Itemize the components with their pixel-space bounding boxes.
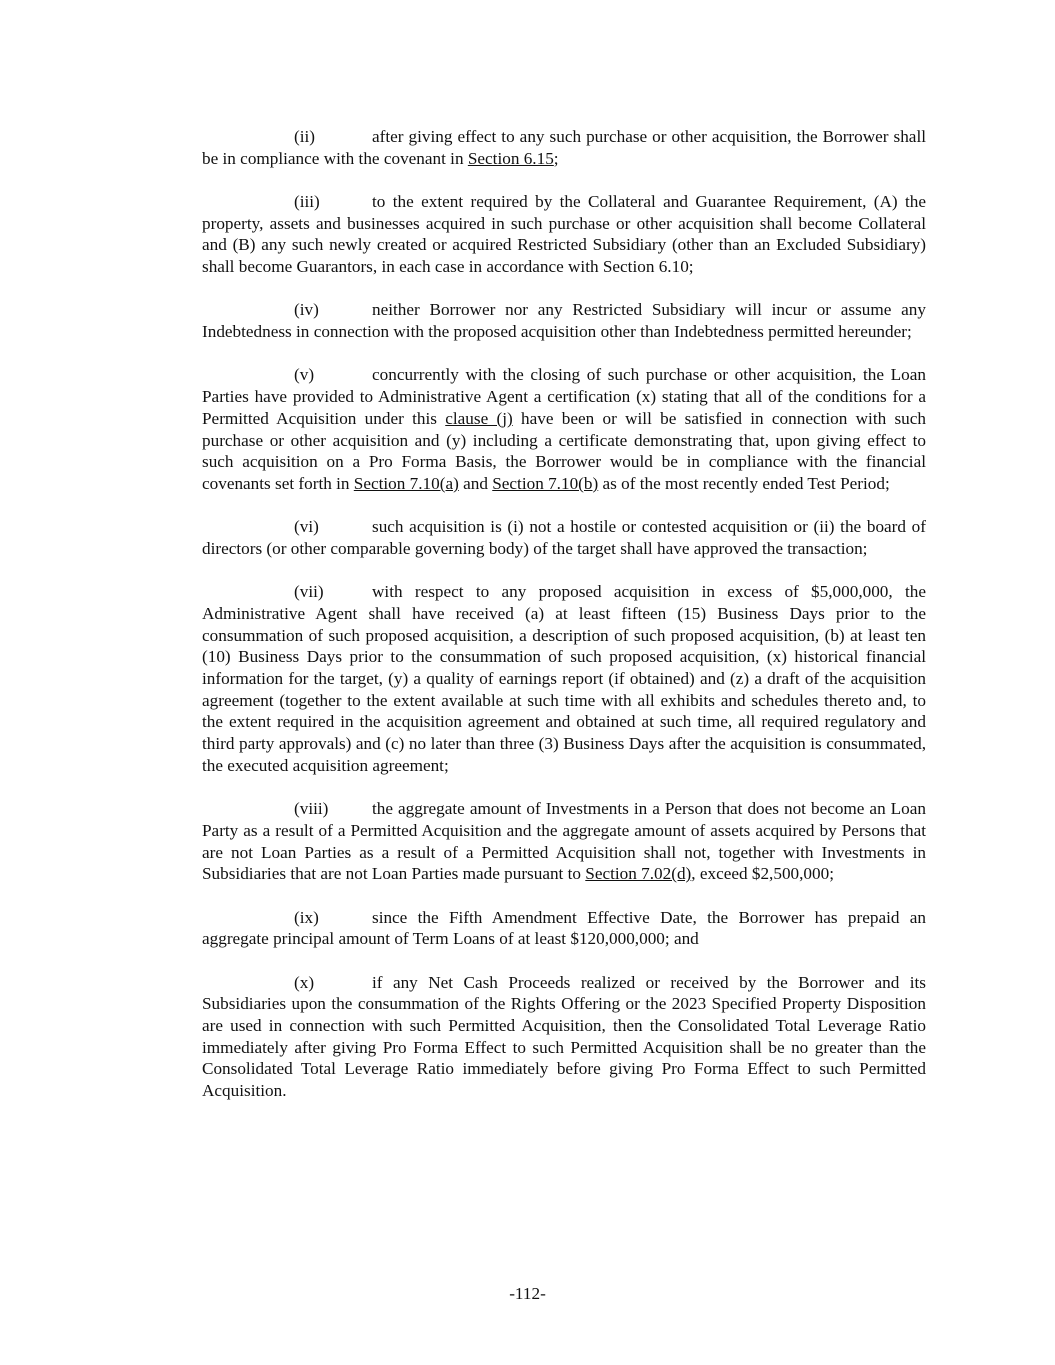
clause-paragraph bbox=[202, 907, 926, 950]
clause-text: ; bbox=[553, 148, 559, 168]
clause-paragraph bbox=[202, 191, 926, 278]
clause-text: to the extent required by the Collateral and Guarantee Requirement, (A) the property, assets and businesses acquired in such purchase or other acquisition shall become Collateral and (B) any such newly created or acquired Restricted Subsidiary (other than an Excluded Subsidiary) shall become Guarantors, in each case in accordance with Section 6.10; bbox=[202, 192, 926, 277]
clause-number: (v) bbox=[294, 365, 315, 385]
clause-number: (iii) bbox=[294, 192, 320, 211]
clause-text: and bbox=[458, 473, 493, 493]
clause-paragraph bbox=[202, 798, 926, 885]
clause-text: have been or will be satisfied in connection with such purchase or other acquisition and (y) including a certificate demonstrating that, upon giving effect to such acquisition on a Pro Forma Basis, the Borrower would be in compliance with the financial covenants set forth in bbox=[202, 408, 926, 493]
clause-number: (ii) bbox=[294, 127, 315, 146]
clause-number: (iv) bbox=[294, 300, 319, 320]
section-reference: clause (j) bbox=[445, 408, 513, 428]
clause-number: (viii) bbox=[294, 799, 329, 819]
clause-paragraph bbox=[202, 972, 926, 1102]
clause-text: if any Net Cash Proceeds realized or received by the Borrower and its Subsidiaries upon the consummation of the Rights Offering or the 2023 Specified Property Disposition are used in connection with such Permitted Acquisition, then the Consolidated Total Leverage Ratio immediately after giving Pro Forma Effect to such Permitted Acquisition shall be no greater than the Consolidated Total Leverage Ratio immediately before giving Pro Forma Effect to such Permitted Acquisition. bbox=[202, 972, 926, 1101]
clause-paragraph bbox=[202, 581, 926, 776]
clause-text: concurrently with the closing of such purchase or other acquisition, the Loan Parties have provided to Administrative Agent a certification (x) stating that all of the conditions for a Permitted Acquisition under this bbox=[202, 365, 926, 428]
clause-number: (vii) bbox=[294, 582, 324, 602]
document-body bbox=[202, 126, 926, 1123]
clause-text: neither Borrower nor any Restricted Subsidiary will incur or assume any Indebtedness in connection with the proposed acquisition other than Indebtedness permitted hereunder; bbox=[202, 300, 926, 342]
section-reference: Section 7.10(a) bbox=[353, 473, 459, 493]
clause-paragraph bbox=[202, 364, 926, 494]
clause-text: as of the most recently ended Test Period; bbox=[598, 473, 890, 493]
clause-text: with respect to any proposed acquisition in excess of $5,000,000, the Administrative Agent shall have received (a) at least fifteen (15) Business Days prior to the consummation of such proposed acquisition, a description of such proposed acquisition, (b) at least ten (10) Business Days prior to the consummation of such proposed acquisition, (x) historical financial information for the target, (y) a quality of earnings report (if obtained) and (z) a draft of the acquisition agreement (together to the extent available at such time with all exhibits and schedules thereto and, to the extent required in the acquisition agreement and obtained at such time, all required regulatory and third party approvals) and (c) no later than three (3) Business Days after the acquisition is consummated, the executed acquisition agreement; bbox=[202, 582, 926, 775]
clause-number: (ix) bbox=[294, 907, 319, 927]
clause-text: after giving effect to any such purchase or other acquisition, the Borrower shall be in compliance with the covenant in bbox=[202, 127, 926, 168]
clause-number: (vi) bbox=[294, 517, 319, 537]
section-reference: Section 7.10(b) bbox=[492, 473, 599, 493]
clause-text: the aggregate amount of Investments in a Person that does not become an Loan Party as a result of a Permitted Acquisition and the aggregate amount of assets acquired by Persons that are not Loan Parties as a result of a Permitted Acquisition shall not, together with Investments in Subsidiaries that are not Loan Parties made pursuant to bbox=[202, 799, 926, 884]
section-reference: Section 7.02(d) bbox=[585, 864, 692, 884]
clause-text: , exceed $2,500,000; bbox=[691, 864, 834, 884]
clause-number: (x) bbox=[294, 972, 315, 992]
clause-paragraph bbox=[202, 299, 926, 342]
clause-paragraph bbox=[202, 126, 926, 169]
clause-text: such acquisition is (i) not a hostile or contested acquisition or (ii) the board of directors (or other comparable governing body) of the target shall have approved the transaction; bbox=[202, 517, 926, 558]
section-reference: Section 6.15 bbox=[467, 148, 554, 168]
clause-text: since the Fifth Amendment Effective Date, the Borrower has prepaid an aggregate principal amount of Term Loans of at least $120,000,000; and bbox=[202, 907, 926, 949]
clause-paragraph bbox=[202, 516, 926, 559]
page-number: -112- bbox=[509, 1284, 546, 1303]
